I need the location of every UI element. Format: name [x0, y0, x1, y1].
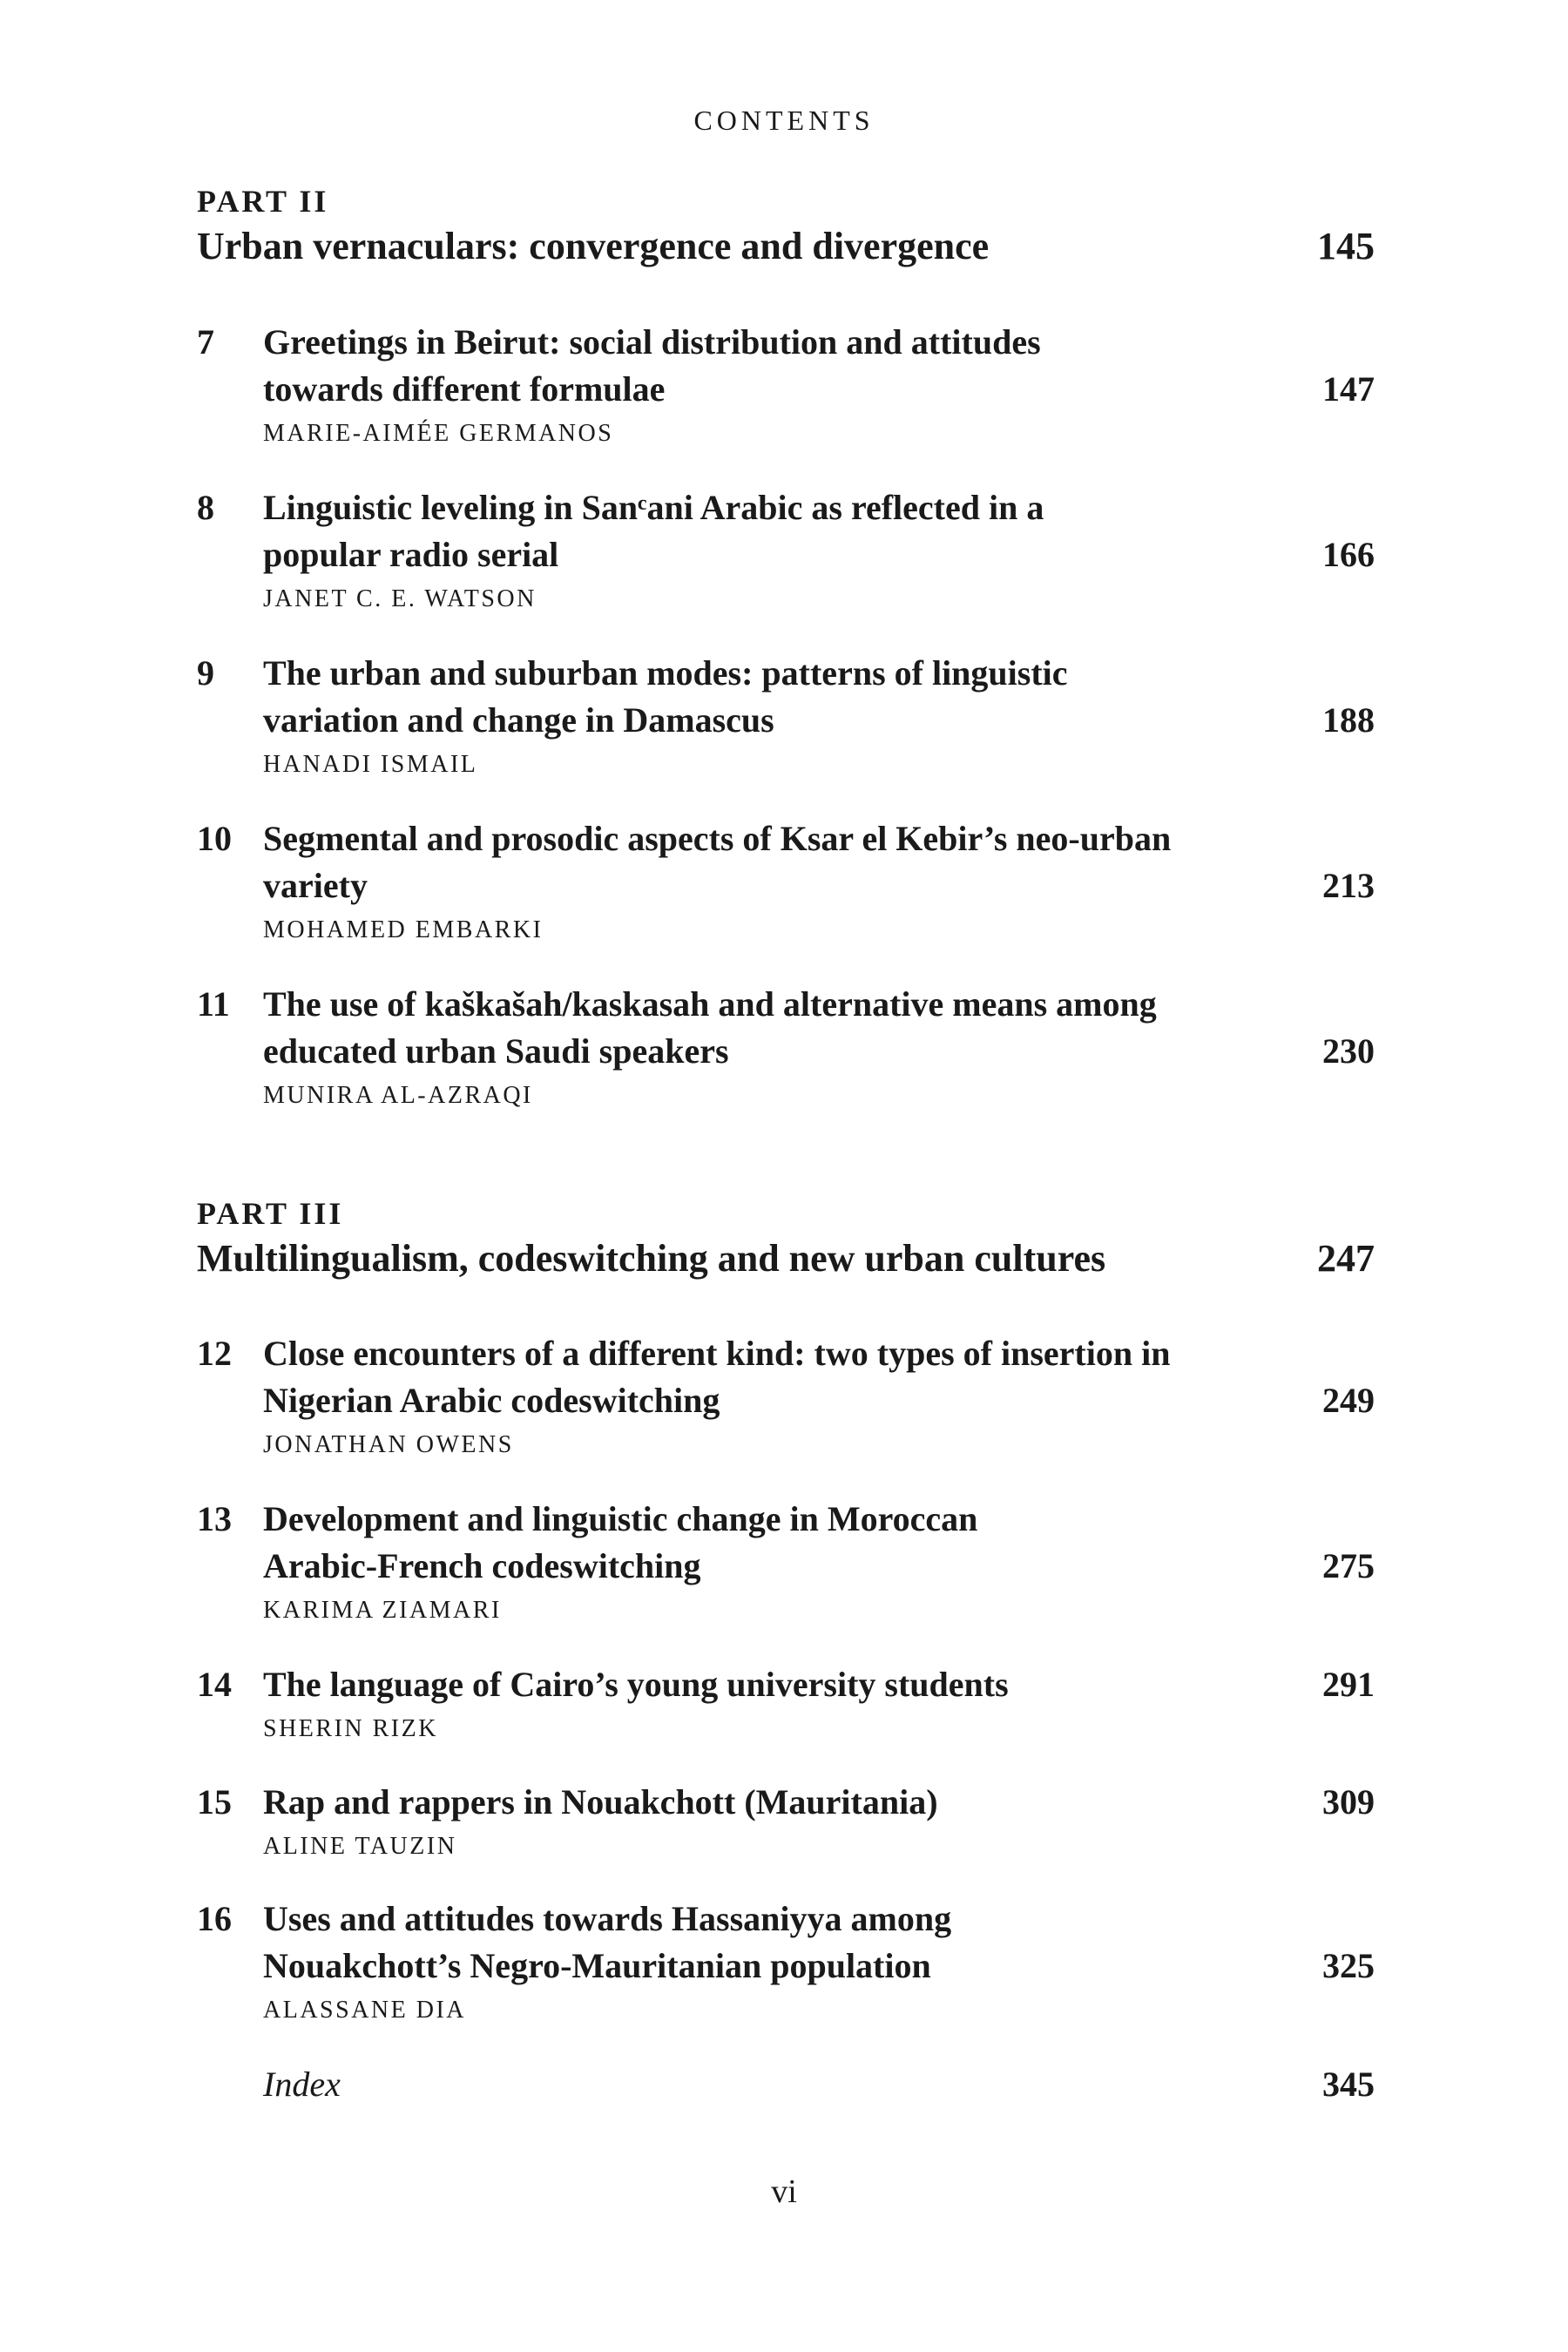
part-label: PART III [197, 1196, 344, 1231]
chapter-page-number: 275 [1322, 1546, 1375, 1585]
chapter-number: 11 [197, 984, 230, 1024]
index-page-number: 345 [1322, 2065, 1375, 2104]
chapter-number: 8 [197, 488, 214, 527]
chapter-author: SHERIN RIZK [263, 1715, 438, 1742]
chapter-page-number: 249 [1322, 1381, 1375, 1420]
chapter-title-line: popular radio serial [263, 535, 559, 574]
part-page-number: 247 [1317, 1237, 1375, 1280]
chapter-title-line: The urban and suburban modes: patterns of linguistic [263, 653, 1068, 693]
page-folio: vi [771, 2173, 797, 2210]
chapter-title-line: Uses and attitudes towards Hassaniyya among [263, 1899, 952, 1938]
chapter-author: MARIE-AIMÉE GERMANOS [263, 420, 614, 447]
chapter-author: ALASSANE DIA [263, 1997, 466, 2024]
part-label: PART II [197, 184, 329, 219]
chapter-title-line: The language of Cairo’s young university students [263, 1665, 1009, 1704]
chapter-number: 14 [197, 1665, 232, 1704]
chapter-number: 13 [197, 1499, 232, 1538]
chapter-number: 10 [197, 819, 232, 858]
chapter-page-number: 230 [1322, 1031, 1375, 1071]
chapter-page-number: 291 [1322, 1665, 1375, 1704]
chapter-title-line: Arabic-French codeswitching [263, 1546, 701, 1585]
chapter-page-number: 166 [1322, 535, 1375, 574]
chapter-title-line: Linguistic leveling in Sanᶜani Arabic as reflected in a [263, 488, 1044, 527]
chapter-author: KARIMA ZIAMARI [263, 1597, 502, 1624]
chapter-title-line: Greetings in Beirut: social distribution and attitudes [263, 322, 1041, 362]
chapter-title-line: The use of kaškašah/kaskasah and alternative means among [263, 984, 1157, 1024]
index-label: Index [263, 2065, 341, 2104]
chapter-page-number: 325 [1322, 1946, 1375, 1985]
chapter-number: 7 [197, 322, 214, 362]
chapter-title-line: towards different formulae [263, 369, 666, 409]
chapter-title-line: Close encounters of a different kind: two types of insertion in [263, 1334, 1171, 1373]
chapter-number: 16 [197, 1899, 232, 1938]
chapter-title-line: variety [263, 866, 368, 905]
chapter-title-line: Rap and rappers in Nouakchott (Mauritania) [263, 1782, 938, 1821]
chapter-title-line: Nouakchott’s Negro-Mauritanian population [263, 1946, 931, 1985]
part-title [197, 223, 1375, 270]
chapter-page-number: 147 [1322, 369, 1375, 409]
chapter-page-number: 309 [1322, 1782, 1375, 1821]
chapter-author: JONATHAN OWENS [263, 1431, 514, 1458]
part-title [197, 1235, 1375, 1282]
chapter-page-number: 188 [1322, 700, 1375, 740]
chapter-number: 15 [197, 1782, 232, 1821]
part-title-text: Urban vernaculars: convergence and divergence [197, 225, 990, 267]
chapter-title-line: Development and linguistic change in Moroccan [263, 1499, 978, 1538]
chapter-number: 12 [197, 1334, 232, 1373]
index-entry [263, 2061, 1375, 2108]
chapter-author: MUNIRA AL-AZRAQI [263, 1082, 533, 1109]
chapter-author: ALINE TAUZIN [263, 1833, 457, 1860]
chapter-author: JANET C. E. WATSON [263, 585, 537, 612]
chapter-author: MOHAMED EMBARKI [263, 916, 544, 943]
chapter-title-line: Nigerian Arabic codeswitching [263, 1381, 720, 1420]
chapter-number: 9 [197, 653, 214, 693]
chapter-title-line: variation and change in Damascus [263, 700, 774, 740]
chapter-title-line: Segmental and prosodic aspects of Ksar el Kebir’s neo-urban [263, 819, 1172, 858]
chapter-author: HANADI ISMAIL [263, 751, 478, 778]
part-title-text: Multilingualism, codeswitching and new urban cultures [197, 1237, 1106, 1280]
chapter-page-number: 213 [1322, 866, 1375, 905]
part-page-number: 145 [1317, 225, 1375, 267]
running-head: CONTENTS [693, 105, 875, 136]
chapter-title-line: educated urban Saudi speakers [263, 1031, 729, 1071]
